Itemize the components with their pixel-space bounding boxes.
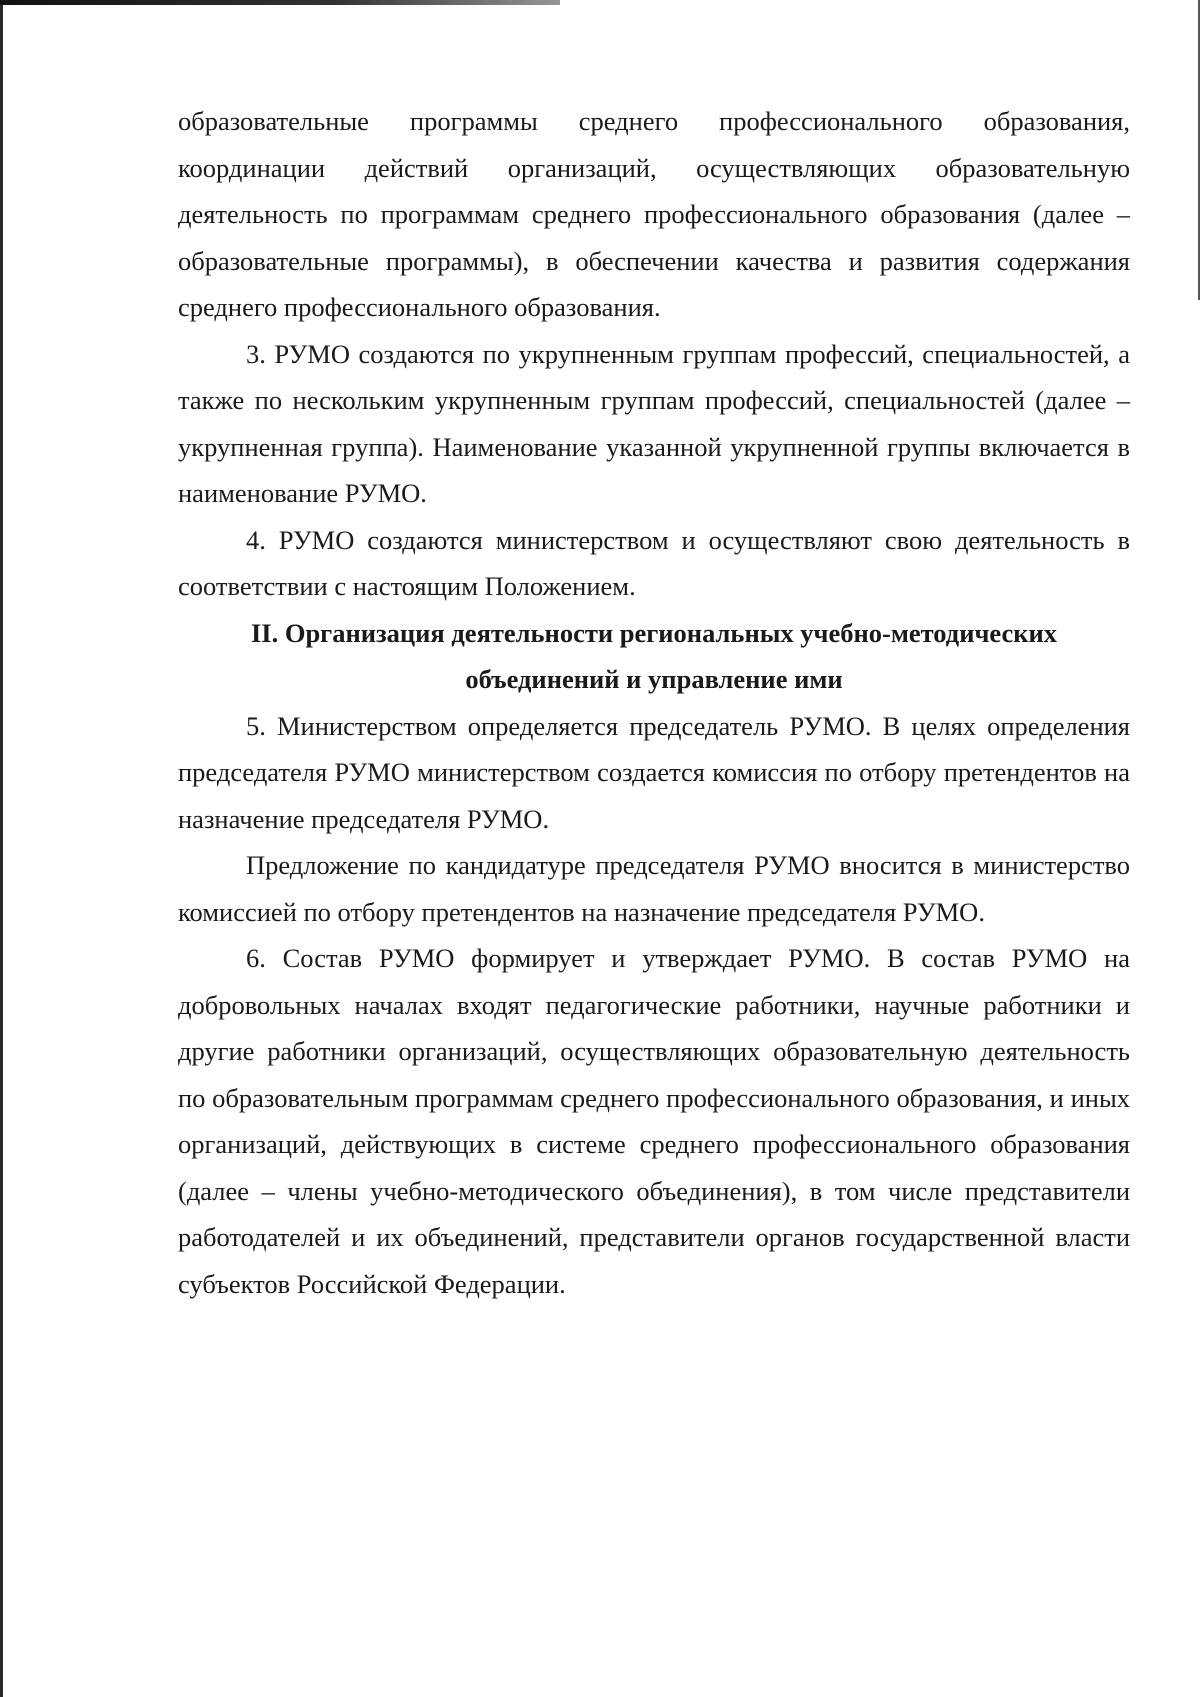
section-heading-line-2: объединений и управление ими — [465, 664, 843, 694]
paragraph-item-4: 4. РУМО создаются министерством и осуществляют свою деятельность в соответствии с настоящим Положением. — [178, 524, 1130, 601]
scan-top-edge — [0, 0, 560, 5]
paragraph-item-5: 5. Министерством определяется председатель РУМО. В целях определения председателя РУМО министерством создается комиссия по отбору претендентов на назначение председателя РУМО. — [178, 710, 1130, 834]
section-heading-line-1: II. Организация деятельности региональных учебно-методических — [250, 617, 1058, 648]
scan-left-edge — [0, 0, 3, 1697]
document-page — [178, 98, 1130, 1307]
paragraph-item-3: 3. РУМО создаются по укрупненным группам профессий, специальностей, а также по нескольким укрупненным группам профессий, специальностей (далее – укрупненная группа). Наименование указанной укрупненной группы включается в наименование РУМО. — [178, 338, 1130, 508]
paragraph-item-6: 6. Состав РУМО формирует и утверждает РУМО. В состав РУМО на добровольных началах входят педагогические работники, научные работники и другие работники организаций, осуществляющих образовательную деятельность по образовательным программам среднего профессионального образования, и иных организаций, действующих в системе среднего профессионального образования (далее – члены учебно-методического объединения), в том числе представители работодателей и их объединений, представители органов государственной власти субъектов Российской Федерации. — [178, 943, 1130, 1299]
paragraph-continuation: образовательные программы среднего профессионального образования, координации действий организаций, осуществляющих образовательную деятельность по программам среднего профессионального образования (далее – образовательные программы), в обеспечении качества и развития содержания среднего профессионального образования. — [178, 106, 1130, 322]
paragraph-proposal: Предложение по кандидатуре председателя РУМО вносится в министерство комиссией по отбору претендентов на назначение председателя РУМО. — [178, 850, 1130, 927]
